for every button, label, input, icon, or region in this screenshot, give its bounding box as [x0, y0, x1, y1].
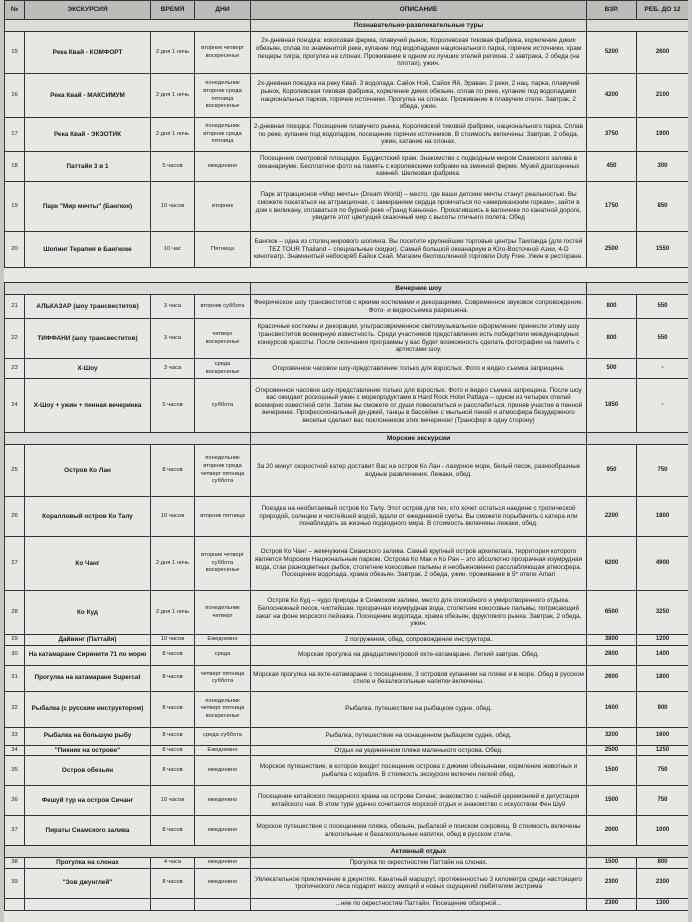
row-number: 21 — [5, 295, 25, 319]
days: Ежедневно — [195, 745, 251, 756]
duration: 8 часов — [151, 691, 195, 727]
excursion-name: На катамаране Сиринити 71 по морю — [25, 645, 151, 665]
price-child: 1250 — [637, 745, 689, 756]
row-number: 31 — [5, 665, 25, 691]
section-header-sea — [5, 433, 689, 445]
description: 2х-дневная поездка: кокосовая ферма, плавучий рынок, Королевская тиковая фабрика, кормление диких обезьян, сплав по знаменитой реке, купание под водопадами национального парка, горячие источники, храм пещеры тигра, прогулка на слонах. Проживание в одном из лучших отелей региона. 2 завтрака, 2 обеда (на плотах), ужин. — [251, 32, 587, 74]
row-number: 24 — [5, 379, 25, 433]
days: вторник четверг суббота воскресенье — [195, 537, 251, 591]
description: Посещение смотровой площадки. Буддистский храм. Знакомство с подводным миром Сиамского залива в океанариуме. Бесплатное фото на память с королевскими кобрами на змеиной ферме. Музей драгоценных камней. Шелковая фабрика. — [251, 152, 587, 182]
price-child: 800 — [637, 858, 689, 869]
row-number: 29 — [5, 635, 25, 646]
section-header-cognitive — [5, 20, 689, 32]
duration: 8 часов — [151, 745, 195, 756]
table-row — [5, 635, 689, 646]
table-row — [5, 445, 689, 497]
duration: 8 часов — [151, 816, 195, 846]
price-child: 750 — [637, 786, 689, 816]
days: ежедневно — [195, 152, 251, 182]
table-row — [5, 319, 689, 359]
price-adult: 1850 — [587, 379, 637, 433]
table-row — [5, 32, 689, 74]
header-days: ДНИ — [195, 1, 251, 20]
price-child: 4900 — [637, 537, 689, 591]
price-child: 1000 — [637, 816, 689, 846]
description: Остров Ко Куд – чудо природы в Сиамском заливе, место для спокойного и умиротворенного отдыха. Белоснежный песок, чистейшая, прозрачная изумрудная вода, столетние кокосовые пальмы, потрясающий закат на фоне морского пейзажа. Посещение водопада, храма обезьян, фруктового рынка. Завтрак, 2 обеда, ужин. — [251, 591, 587, 635]
price-adult: 2300 — [587, 868, 637, 898]
table-row — [5, 359, 689, 379]
row-number: 18 — [5, 152, 25, 182]
excursion-name: "Зов джунглей" — [25, 868, 151, 898]
excursion-name: Пираты Сиамского залива — [25, 816, 151, 846]
section-blank-cell — [587, 433, 689, 445]
days: понедельник вторник среда пятница — [195, 118, 251, 152]
table-row — [5, 645, 689, 665]
price-adult: 6500 — [587, 591, 637, 635]
excursion-name: Прогулка на катамаране Supercat — [25, 665, 151, 691]
table-row — [5, 858, 689, 869]
days: Ежедневно — [195, 635, 251, 646]
excursion-name: Остров Ко Лан — [25, 445, 151, 497]
description: Поездка на необитаемый остров Ко Талу. Этот остров для тех, кто хочет остаться наедине с тропической природой, солнцем и чистейшей водой, вдали от ежедневной суеты. Вы сможете порыбачить с катера или понаблюдать за жизнью подводного мира. В стоимость включены лежаки, обед. — [251, 497, 587, 537]
days: ежедневно — [195, 756, 251, 786]
price-adult: 6200 — [587, 537, 637, 591]
table-spacer — [5, 268, 689, 283]
days: вторник суббота — [195, 295, 251, 319]
row-number: 20 — [5, 232, 25, 268]
excursion-name: ТИФФАНИ (шоу трансвеститов) — [25, 319, 151, 359]
row-number: 33 — [5, 727, 25, 745]
section-title: Вечерние шоу — [251, 283, 587, 295]
table-row — [5, 727, 689, 745]
table-row — [5, 756, 689, 786]
table-header — [5, 1, 689, 20]
price-adult: 800 — [587, 319, 637, 359]
duration: 8 часов — [151, 727, 195, 745]
header-adult: ВЗР. — [587, 1, 637, 20]
days: понедельник четверг пятница воскресенье — [195, 691, 251, 727]
price-child: 1800 — [637, 497, 689, 537]
description: Откровенное часовое шоу-представление только для взрослых. Фото и видео съемка запрещена. — [251, 359, 587, 379]
partial-cell — [5, 898, 25, 910]
duration: 10 часов — [151, 786, 195, 816]
days: ежедневно — [195, 816, 251, 846]
price-adult: 450 — [587, 152, 637, 182]
price-adult: 800 — [587, 295, 637, 319]
price-child: 3250 — [637, 591, 689, 635]
table-row — [5, 152, 689, 182]
row-number: 19 — [5, 182, 25, 232]
days: среда воскресенье — [195, 359, 251, 379]
description: Бангкок – одна из столиц мирового шопинга. Вы посетите крупнейшие торговые центры Таиланда (для гостей TEZ TOUR Thailand – специальные скидки). Самый большой океанариум в Юго-Восточной Азии, 4-D кинотеатр. Знаменитый небоскрёб Байок Скай. Магазин беспошлинной торговли Duty Free. Ужин в ресторане. — [251, 232, 587, 268]
price-adult: 3200 — [587, 727, 637, 745]
row-number: 26 — [5, 497, 25, 537]
duration: 8 часов — [151, 868, 195, 898]
section-blank-cell — [587, 283, 689, 295]
row-number: 32 — [5, 691, 25, 727]
row-number: 23 — [5, 359, 25, 379]
section-blank-cell — [5, 283, 251, 295]
table-row — [5, 74, 689, 118]
price-adult: 2500 — [587, 232, 637, 268]
header-child: РЕБ. ДО 12 — [637, 1, 689, 20]
table-row — [5, 497, 689, 537]
price-adult: 2200 — [587, 497, 637, 537]
row-number: 25 — [5, 445, 25, 497]
section-title: Познавательно-развлекательные туры — [251, 20, 587, 32]
price-sheet — [4, 0, 688, 922]
excursion-name: Прогулка на слонах — [25, 858, 151, 869]
price-child: 750 — [637, 445, 689, 497]
row-number: 34 — [5, 745, 25, 756]
excursion-name: Река Квай - ЭКЗОТИК — [25, 118, 151, 152]
duration: 10 часов — [151, 635, 195, 646]
description: Отдых на уединенном пляже маленького острова. Обед. — [251, 745, 587, 756]
days: вторник пятница — [195, 497, 251, 537]
price-adult: 500 — [587, 359, 637, 379]
duration: 3 часа — [151, 295, 195, 319]
duration: 10 часов — [151, 497, 195, 537]
days: четверг воскресенье — [195, 319, 251, 359]
price-child: 300 — [637, 152, 689, 182]
price-child: 750 — [637, 756, 689, 786]
description: Морская прогулка на яхте-катамаране с посещением, 3 островов купанием на пляже и в море. Обед в русском стиле и безалкогольные напитки включены. — [251, 665, 587, 691]
partial-cell: ...ние по окрестностям Паттайи. Посещение обзорной... — [251, 898, 587, 910]
days: вторник — [195, 182, 251, 232]
duration: 4 часа — [151, 858, 195, 869]
table-row — [5, 379, 689, 433]
table-row — [5, 591, 689, 635]
table-row — [5, 118, 689, 152]
excursion-name: Остров обезьян — [25, 756, 151, 786]
price-child: 1550 — [637, 232, 689, 268]
price-child: 1800 — [637, 665, 689, 691]
days: среда суббота — [195, 727, 251, 745]
section-blank-cell — [5, 846, 251, 858]
description: 2-дневная поездка: Посещение плавучего рынка, Королевской тиковой фабрики, национального парка. Сплав по реке, купание под водопадом, посещение горячих источников. В стоимость включены: Завтрак, 2 обеда, ужин, катание на слонах. — [251, 118, 587, 152]
spacer-cell — [5, 268, 689, 283]
excursion-name: Ко Куд — [25, 591, 151, 635]
partial-cell — [151, 898, 195, 910]
price-child: - — [637, 359, 689, 379]
section-title: Активный отдых — [251, 846, 587, 858]
duration: 2 дня 1 ночь — [151, 537, 195, 591]
table-row — [5, 232, 689, 268]
duration: 3 часа — [151, 359, 195, 379]
price-child: 1600 — [637, 727, 689, 745]
excursion-table — [4, 0, 688, 911]
price-adult: 1500 — [587, 786, 637, 816]
partial-cell: 1300 — [637, 898, 689, 910]
description: Рыбалка, путешествие на рыбацком судне, обед. — [251, 691, 587, 727]
duration: 8 часов — [151, 756, 195, 786]
section-blank-cell — [5, 433, 251, 445]
header-num: № — [5, 1, 25, 20]
description: Парк аттракционов «Мир мечты» (Dream World) – место, где ваши детские мечты станут реальностью. Вы сможете покататься на аттракционах, с замиранием сердца промчаться по «американским горкам», зайти в дом к великану, сплаваться по бурной реке «Гранд Каньона». Прокатившись в вагончике по канатной дороге, увидите этот цветущий сказочный мир с высоты птичьего полета. Обед — [251, 182, 587, 232]
table-row — [5, 745, 689, 756]
excursion-name: Коралловый остров Ко Талу — [25, 497, 151, 537]
days: четверг пятница суббота — [195, 665, 251, 691]
header-time: ВРЕМЯ — [151, 1, 195, 20]
price-adult: 950 — [587, 445, 637, 497]
excursion-name: Парк "Мир мечты" (Бангкок) — [25, 182, 151, 232]
price-child: 2600 — [637, 32, 689, 74]
row-number: 35 — [5, 756, 25, 786]
row-number: 22 — [5, 319, 25, 359]
excursion-name: Река Квай - КОМФОРТ — [25, 32, 151, 74]
price-child: 1400 — [637, 645, 689, 665]
section-blank-cell — [5, 20, 251, 32]
excursion-name: Фешуй тур на остров Сичанг — [25, 786, 151, 816]
price-child: 850 — [637, 182, 689, 232]
duration: 2 дня 1 ночь — [151, 118, 195, 152]
description: Посещение китайского пещерного храма на острове Сичанг, знакомство с чайной церемонией и дегустация китайского чая. В этом туре удачно сочетается морской отдых и знакомство с искусством Фен Шуй — [251, 786, 587, 816]
days: понедельник вторник среда четверг пятница суббота — [195, 445, 251, 497]
excursion-name: Рыбалка (с русским инструктором) — [25, 691, 151, 727]
price-child: 1900 — [637, 118, 689, 152]
price-child: 2300 — [637, 868, 689, 898]
days: суббота — [195, 379, 251, 433]
price-child: 2100 — [637, 74, 689, 118]
price-adult: 4200 — [587, 74, 637, 118]
description: Морское путешествие, в которое входит посещение острова с дикими обезьянами, кормление животных и рыбалка с корабля. В стоимость экскурсии включен легкий обед. — [251, 756, 587, 786]
table-row — [5, 816, 689, 846]
row-number: 15 — [5, 32, 25, 74]
table-row — [5, 691, 689, 727]
excursion-name: Река Квай - МАКСИМУМ — [25, 74, 151, 118]
section-header-active — [5, 846, 689, 858]
description: Откровенное часовое шоу-представление только для взрослых. Фото и видео съемка запрещена. После шоу вас ожидает роскошный ужин с морепродуктами в Hard Rock Hotel Pattaya – одном из четырех отелей всемирно известной сети. Затем вы сможете от души повеселиться и расслабиться, приняв участие в пенной вечеринке. Профессиональный ди-джей, танцы в бассейне с мыльной пеной и атмосфера безудержного веселья сделает вас поклонником этих вечеринок! (Трансфер в одну сторону) — [251, 379, 587, 433]
days: понедельник вторник среда пятница воскресенье — [195, 74, 251, 118]
row-number: 36 — [5, 786, 25, 816]
price-adult: 2500 — [587, 745, 637, 756]
row-number: 28 — [5, 591, 25, 635]
price-child: 900 — [637, 691, 689, 727]
row-number: 27 — [5, 537, 25, 591]
price-adult: 3800 — [587, 635, 637, 646]
description: Морская прогулка на двадцатиметровой яхте-катамаране. Легкий завтрак. Обед. — [251, 645, 587, 665]
days: ежедневно — [195, 786, 251, 816]
section-blank-cell — [587, 846, 689, 858]
table-row-partial — [5, 898, 689, 910]
excursion-name: "Пикник на острове" — [25, 745, 151, 756]
days: ежедневно — [195, 868, 251, 898]
excursion-name: Паттайя 3 в 1 — [25, 152, 151, 182]
duration: 10 час — [151, 232, 195, 268]
excursion-name: Ко Чанг — [25, 537, 151, 591]
duration: 10 часов — [151, 182, 195, 232]
price-child: - — [637, 379, 689, 433]
description: Остров Ко Чанг – жемчужина Сиамского залива. Самый крупный остров архипелага, территория которого является Морским Национальным парком. Острова Ко Мак и Ко Ран – это абсолютно прозрачная изумрудная вода, стаи разноцветных рыбок, столетние кокосовые пальмы и необыкновенно расслабляющая атмосфера. Посещение водопада, храма обезьян. Завтрак, 2 обеда, ужин, проживание в 5* отеле Amari — [251, 537, 587, 591]
excursion-name: Шопинг Терапия в Бангкоке — [25, 232, 151, 268]
price-adult: 3750 — [587, 118, 637, 152]
duration: 8 часов — [151, 645, 195, 665]
days: среда — [195, 645, 251, 665]
description: За 20 минут скоростной катер доставит Вас на остров Ко Лан - лазурное море, белый песок, разнообразные водные развлечения. Лежаки, обед. — [251, 445, 587, 497]
price-child: 550 — [637, 319, 689, 359]
price-adult: 1750 — [587, 182, 637, 232]
row-number: 17 — [5, 118, 25, 152]
excursion-name: Рыбалка на большую рыбу — [25, 727, 151, 745]
section-title: Морские экскурсии — [251, 433, 587, 445]
days: вторник четверг воскресенье — [195, 32, 251, 74]
price-adult: 1600 — [587, 691, 637, 727]
description: 2 погружения, обед, сопровождение инструктора. — [251, 635, 587, 646]
duration: 3 часа — [151, 319, 195, 359]
description: Морское путешествие с посещением пляжа, обезьян, рыбалкой и поиском сокровищ. В стоимость включены алкогольные и безалкогольные напитки, обед в русском стиле. — [251, 816, 587, 846]
price-adult: 2800 — [587, 645, 637, 665]
price-child: 1200 — [637, 635, 689, 646]
row-number: 38 — [5, 858, 25, 869]
table-row — [5, 182, 689, 232]
duration: 2 дня 1 ночь — [151, 32, 195, 74]
header-description: ОПИСАНИЕ — [251, 1, 587, 20]
section-header-evening — [5, 283, 689, 295]
duration: 5 часов — [151, 379, 195, 433]
description: Рыбалка, путешествие на оснащенном рыбацком судне, обед. — [251, 727, 587, 745]
price-adult: 1500 — [587, 756, 637, 786]
description: Прогулка по окрестностям Паттайи на слонах. — [251, 858, 587, 869]
duration: 5 часов — [151, 152, 195, 182]
table-row — [5, 537, 689, 591]
days: понедельник четверг — [195, 591, 251, 635]
table-row — [5, 868, 689, 898]
row-number: 30 — [5, 645, 25, 665]
description: 2х-дневная поездка на реку Квай. 3 водопада: Сайок Ной, Сайок Яй, Эраван. 2 реки, 2 нац. парка, плавучий рынок, Королевская тиковая фабрика, кормление диких обезьян, сплав по реке, купание под водопадами национальных парков, горячие источники. Прогулка на слонах. Проживание в плавучем отеле. Завтрак, 2 обеда, ужин. — [251, 74, 587, 118]
header-excursion: ЭКСКУРСИЯ — [25, 1, 151, 20]
excursion-name: Х-Шоу + ужин + пенная вечеринка — [25, 379, 151, 433]
price-adult: 2600 — [587, 665, 637, 691]
duration: 2 дня 1 ночь — [151, 591, 195, 635]
excursion-name: Х-Шоу — [25, 359, 151, 379]
days: ежедневно — [195, 858, 251, 869]
table-row — [5, 665, 689, 691]
duration: 8 часов — [151, 665, 195, 691]
excursion-name: АЛЬКАЗАР (шоу трансвеститов) — [25, 295, 151, 319]
duration: 8 часов — [151, 445, 195, 497]
price-child: 550 — [637, 295, 689, 319]
section-blank-cell — [587, 20, 689, 32]
table-row — [5, 786, 689, 816]
row-number: 16 — [5, 74, 25, 118]
table-row — [5, 295, 689, 319]
partial-cell — [195, 898, 251, 910]
description: Феерическое шоу трансвеститов с яркими костюмами и декорациями. Современное звуковое сопровождение. Фото- и видеосъемка разрешена. — [251, 295, 587, 319]
row-number: 39 — [5, 868, 25, 898]
price-adult: 2000 — [587, 816, 637, 846]
price-adult: 5200 — [587, 32, 637, 74]
excursion-name: Дайвинг (Паттайя) — [25, 635, 151, 646]
price-adult: 1500 — [587, 858, 637, 869]
duration: 2 дня 1 ночь — [151, 74, 195, 118]
row-number: 37 — [5, 816, 25, 846]
partial-cell — [25, 898, 151, 910]
partial-cell: 2300 — [587, 898, 637, 910]
description: Красочные костюмы и декорации, ультрасовременное светомузыкальное оформление принесли этому шоу трансвеститов всемирную известность. Среди участников представления есть победители международных конкурсов красоты. После окончания программы у вас будет возможность сделать фотографии на память с артистами шоу. — [251, 319, 587, 359]
description: Увлекательное приключение в джунглях. Канатный маршрут, протяженностью 3 километра среди настоящего тропического леса подарит массу эмоций и новых ощущений любителям экстрима — [251, 868, 587, 898]
days: Пятница — [195, 232, 251, 268]
